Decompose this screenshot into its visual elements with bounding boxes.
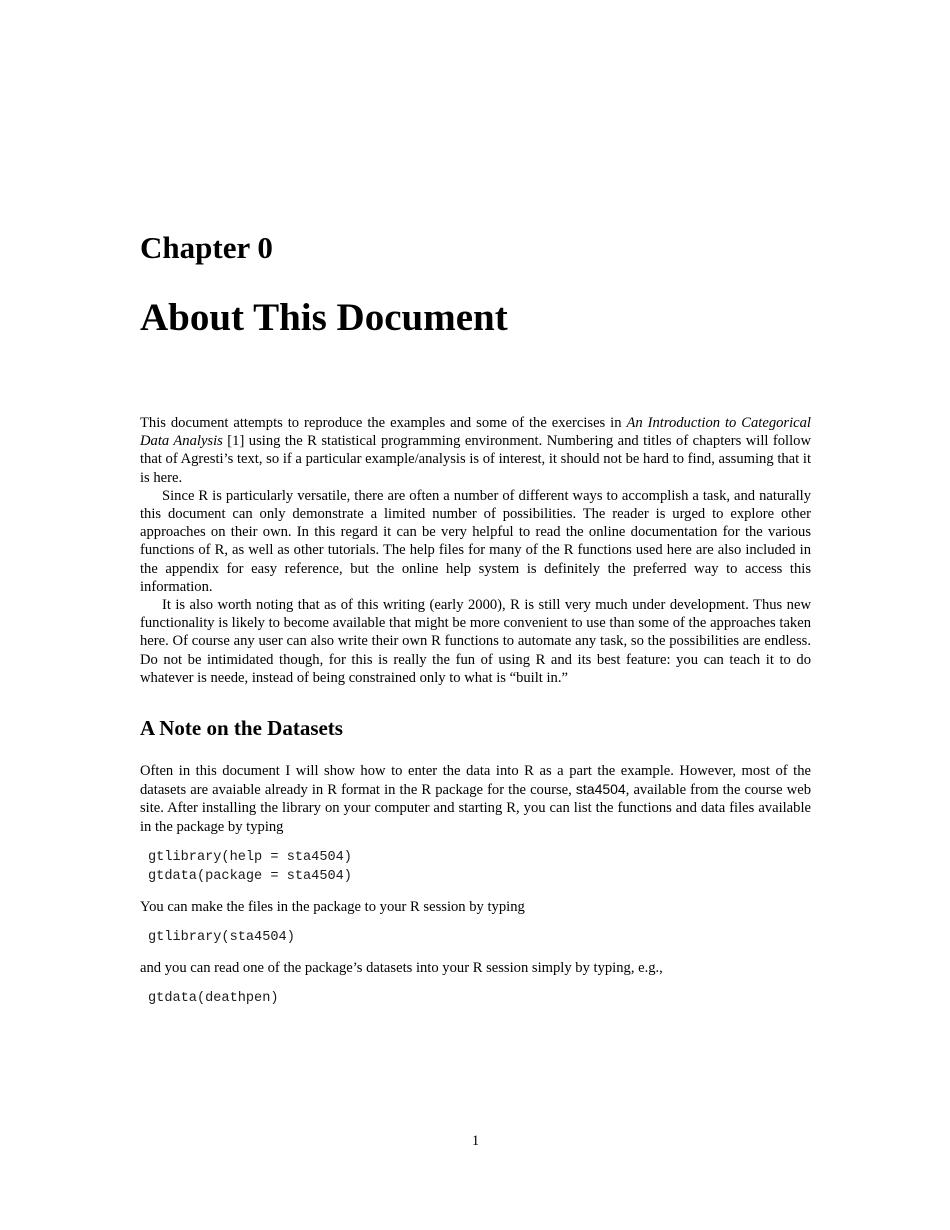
code-block-load-library [148, 928, 811, 947]
code-prompt: gt [148, 849, 165, 865]
code-block-load-dataset [148, 989, 811, 1008]
code-line [148, 989, 811, 1008]
datasets-section [140, 762, 811, 1020]
code-prompt: gt [148, 868, 165, 884]
package-name: sta4504 [575, 781, 626, 798]
code-text: data(deathpen) [164, 991, 279, 1007]
intro-paragraph-3: It is also worth noting that as of this writing (early 2000), R is still very much under development. Thus new functionality is likely to become available that might be more convenient to use than some of the approaches taken here. Of course any user can also write their own R functions to automate any task, so the possibilities are endless. Do not be intimidated though, for this is really the fun of using R and its best feature: you can teach it to do whatever is neede, instead of being constrained only to what is “built in.” [140, 597, 811, 686]
intro-section [140, 414, 811, 687]
datasets-paragraph-2: You can make the files in the package to your R session by typing [140, 898, 525, 915]
document-page [140, 0, 811, 1230]
code-block-list-package [148, 848, 811, 886]
code-line [148, 848, 811, 867]
code-text: library(help = sta4504) [164, 849, 352, 865]
intro-p1-text-start: This document attempts to reproduce the examples and some of the exercises in [140, 415, 627, 431]
datasets-paragraph-1 [140, 762, 811, 836]
intro-paragraph-2: Since R is particularly versatile, there are often a number of different ways to accomplish a task, and naturally this document can only demonstrate a limited number of possibilities. The reader is urged to explore other approaches on their own. In this regard it can be very helpful to read the online documentation for the various functions of R, as well as other tutorials. The help files for many of the R functions used here are also included in the appendix for easy reference, but the online help system is definitely the preferred way to access this information. [140, 487, 811, 595]
chapter-label: Chapter 0 [140, 230, 273, 265]
intro-paragraph-1 [140, 414, 811, 487]
intro-p1-text-end: [1] using the R statistical programming environment. Numbering and titles of chapters will follow that of Agresti’s text, so if a particular example/analysis is of interest, it should not be hard to find, assuming that it is here. [140, 433, 811, 486]
datasets-paragraph-3: and you can read one of the package’s datasets into your R session simply by typing, e.g., [140, 960, 663, 977]
code-prompt: gt [148, 991, 165, 1007]
chapter-title: About This Document [140, 296, 508, 339]
code-text: data(package = sta4504) [164, 868, 352, 884]
datasets-p1-text-start: Often in this document I will show how to enter the data into R as a part the example. However, most of the datasets are avaiable already in R format in the R package for the course, [140, 763, 811, 799]
code-text: library(sta4504) [164, 930, 295, 946]
code-line [148, 928, 811, 947]
code-prompt: gt [148, 930, 165, 946]
section-heading-datasets: A Note on the Datasets [140, 716, 343, 740]
code-line [148, 867, 811, 886]
datasets-p1-text-end: , available from the course web site. After installing the library on your computer and starting R, you can list the functions and data files available in the package by typing [140, 782, 812, 835]
book-title-reference: An Introduction to Categorical Data Analysis [140, 415, 811, 450]
page-number: 1 [471, 1133, 480, 1149]
